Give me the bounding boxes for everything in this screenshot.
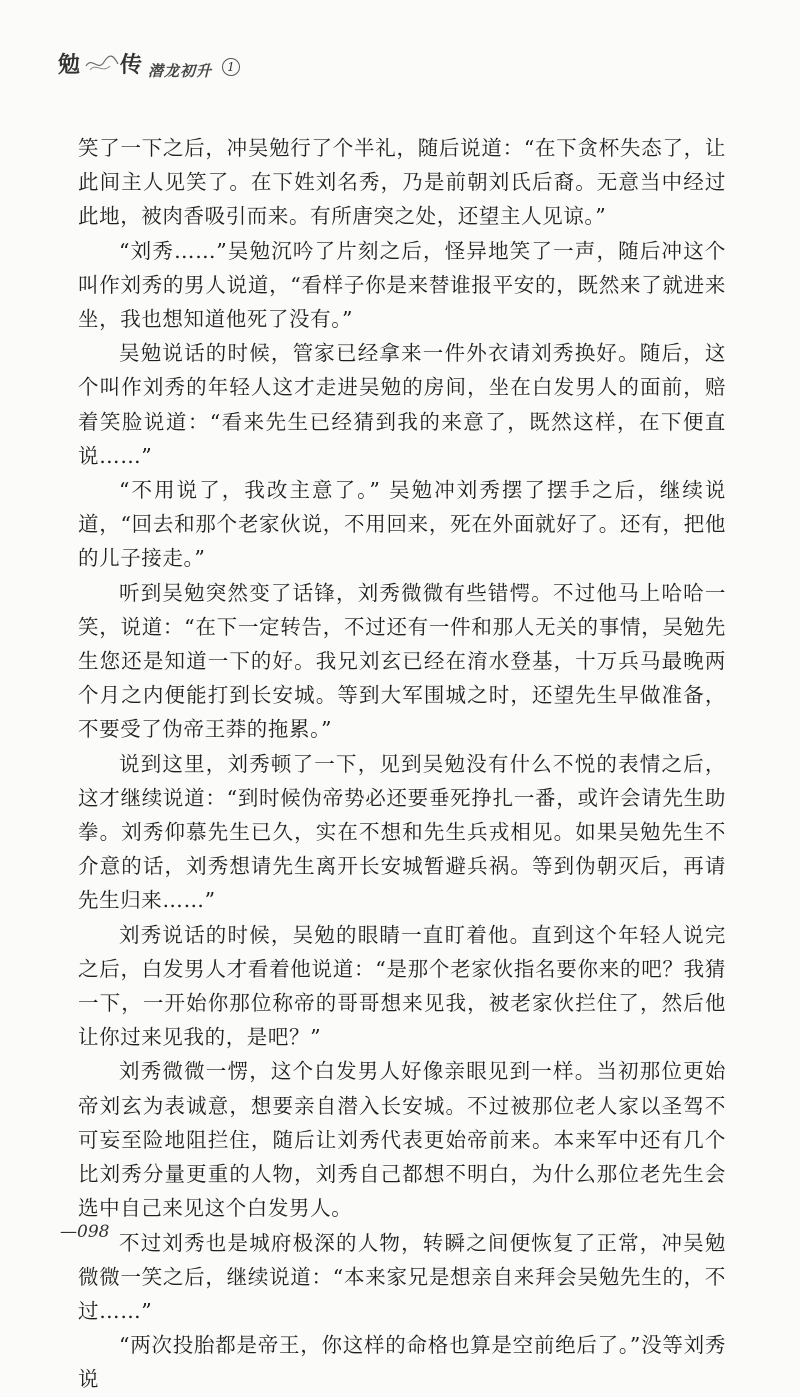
paragraph: 不过刘秀也是城府极深的人物，转瞬之间便恢复了正常，冲吴勉微微一笑之后，继续说道：“本来家兄是想亲自来拜会吴勉先生的，不过……” [78,1230,726,1323]
running-header [58,44,258,84]
header-title-char-1: 勉 [58,52,81,78]
decorative-swirl-icon [84,52,120,74]
paragraph: 吴勉说话的时候，管家已经拿来一件外衣请刘秀换好。随后，这个叫作刘秀的年轻人这才走进吴勉的房间，坐在白发男人的面前，赔着笑脸说道：“看来先生已经猜到我的来意了，既然这样，在下便直说……” [78,341,726,468]
paragraph: “两次投胎都是帝王，你这样的命格也算是空前绝后了。”没等刘秀说 [78,1333,726,1392]
body-text [78,131,726,1397]
volume-number-badge: 1 [222,58,240,76]
header-title-char-2: 传 [120,52,143,78]
paragraph: “刘秀……”吴勉沉吟了片刻之后，怪异地笑了一声，随后冲这个叫作刘秀的男人说道，“看样子你是来替谁报平安的，既然来了就进来坐，我也想知道他死了没有。” [78,238,726,332]
header-subtitle: 潜龙初升 [148,62,213,80]
paragraph: “不用说了，我改主意了。” 吴勉冲刘秀摆了摆手之后，继续说道，“回去和那个老家伙说，不用回来，死在外面就好了。还有，把他的儿子接走。” [78,478,726,571]
paragraph: 听到吴勉突然变了话锋，刘秀微微有些错愕。不过他马上哈哈一笑，说道：“在下一定转告，不过还有一件和那人无关的事情，吴勉先生您还是知道一下的好。我兄刘玄已经在淯水登基，十万兵马最晚两个月之内便能打到长安城。等到大军围城之时，还望先生早做准备，不要受了伪帝王莽的拖累。” [78,580,726,742]
paragraph: 说到这里，刘秀顿了一下，见到吴勉没有什么不悦的表情之后，这才继续说道：“到时候伪帝势必还要垂死挣扎一番，或许会请先生助拳。刘秀仰慕先生已久，实在不想和先生兵戎相见。如果吴勉先生不介意的话，刘秀想请先生离开长安城暂避兵祸。等到伪朝灭后，再请先生归来……” [78,751,726,913]
paragraph: 刘秀说话的时候，吴勉的眼睛一直盯着他。直到这个年轻人说完之后，白发男人才看着他说道：“是那个老家伙指名要你来的吧？我猜一下，一开始你那位称帝的哥哥想来见我，被老家伙拦住了，然后他让你过来见我的，是吧？” [78,922,726,1050]
paragraph: 笑了一下之后，冲吴勉行了个半礼，随后说道：“在下贪杯失态了，让此间主人见笑了。在下姓刘名秀，乃是前朝刘氏后裔。无意当中经过此地，被肉香吸引而来。有所唐突之处，还望主人见谅。” [78,136,726,229]
paragraph: 刘秀微微一愣，这个白发男人好像亲眼见到一样。当初那位更始帝刘玄为表诚意，想要亲自潜入长安城。不过被那位老人家以圣驾不可妄至险地阻拦住，随后让刘秀代表更始帝前来。本来军中还有几个比刘秀分量更重的人物，刘秀自己都想不明白，为什么那位老先生会选中自己来见这个白发男人。 [78,1059,726,1221]
page-number: —098 [60,1222,110,1242]
